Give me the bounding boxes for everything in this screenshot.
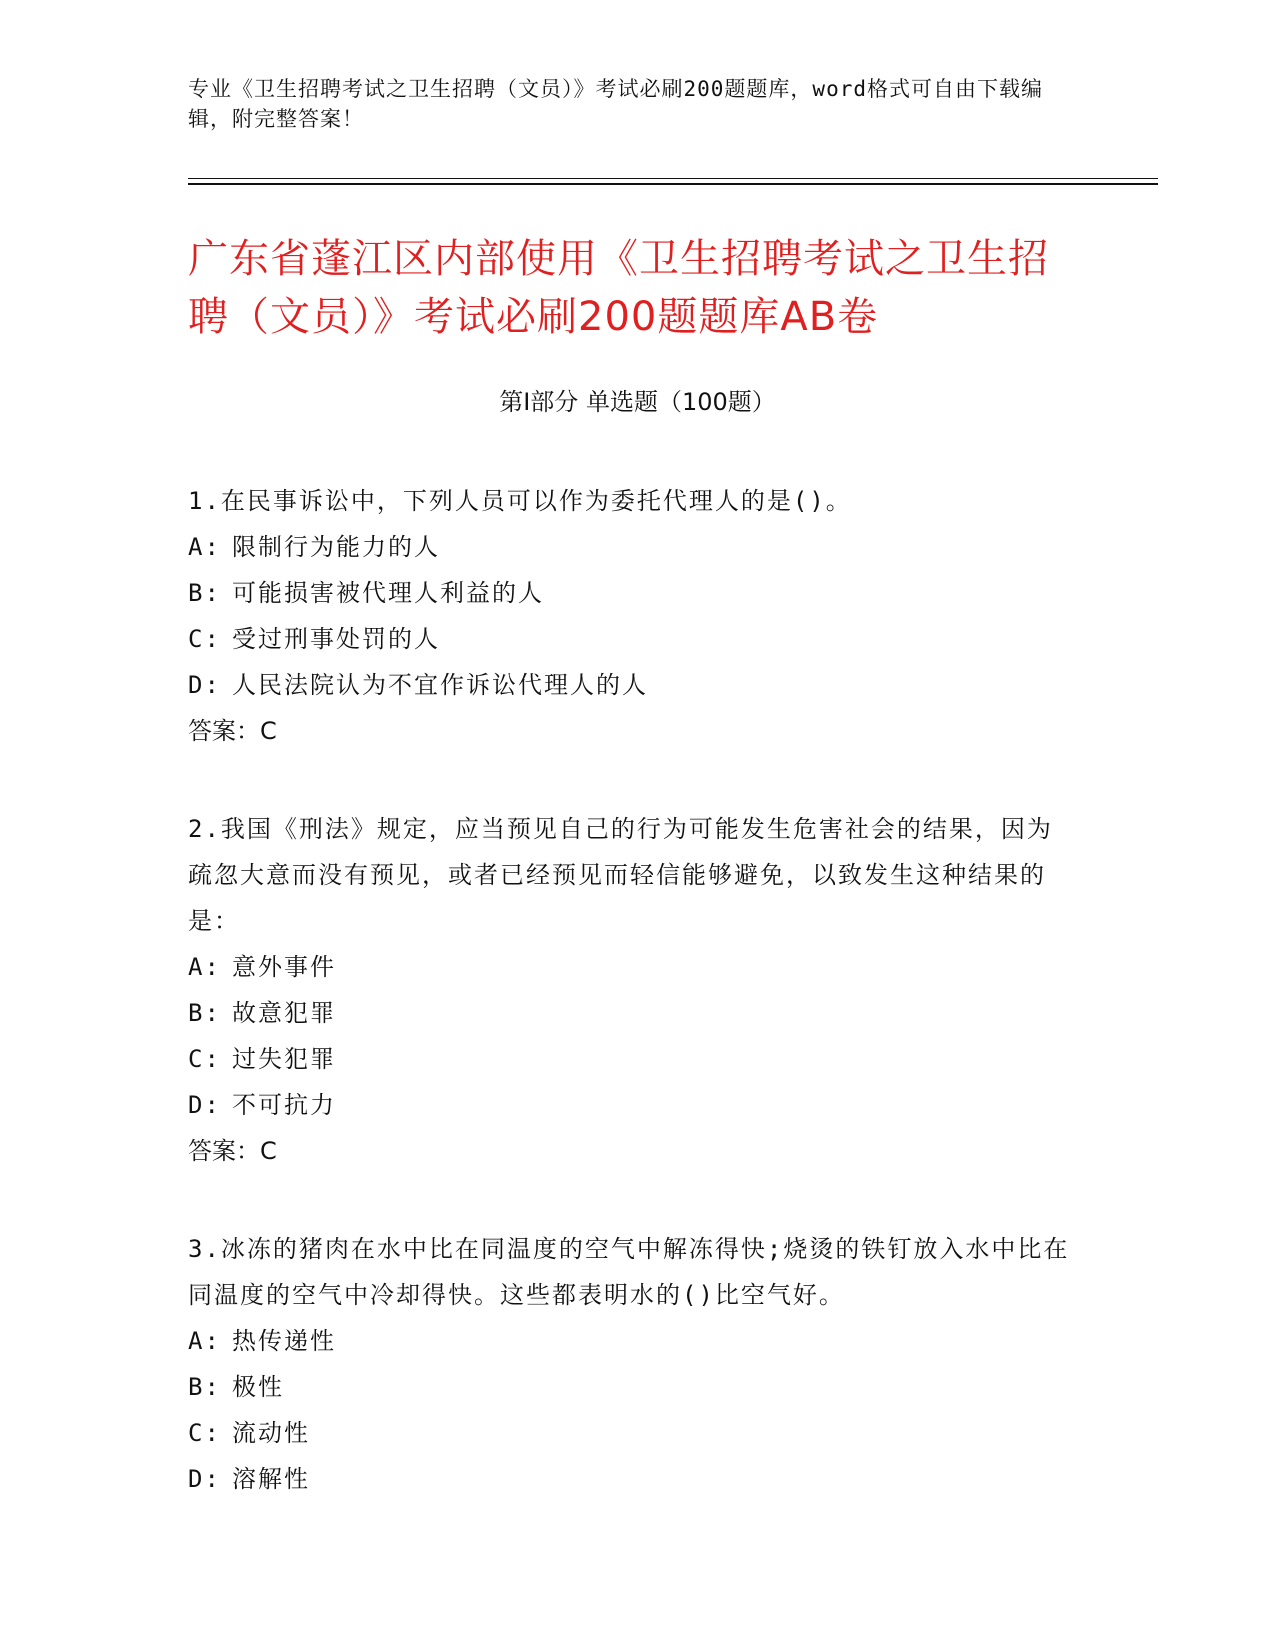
option-letter: D: (188, 1465, 221, 1493)
question-list (188, 478, 1078, 1554)
option-letter: B: (188, 999, 221, 1027)
option-letter: A: (188, 953, 221, 981)
option-text: 人民法院认为不宜作诉讼代理人的人 (232, 671, 648, 699)
document-title: 广东省蓬江区内部使用《卫生招聘考试之卫生招聘（文员）》考试必刷200题题库AB卷 (188, 236, 1049, 340)
option-c (188, 1036, 1078, 1082)
option-b (188, 990, 1078, 1036)
option-text: 极性 (232, 1373, 284, 1401)
option-a (188, 944, 1078, 990)
option-text: 过失犯罪 (232, 1045, 336, 1073)
option-d (188, 662, 1078, 708)
answer-line: 答案：C (188, 1137, 277, 1165)
option-letter: C: (188, 1419, 221, 1447)
option-letter: A: (188, 533, 221, 561)
option-d (188, 1082, 1078, 1128)
option-letter: A: (188, 1327, 221, 1355)
question-3 (188, 1226, 1078, 1502)
option-text: 限制行为能力的人 (232, 533, 440, 561)
option-text: 故意犯罪 (232, 999, 336, 1027)
option-letter: B: (188, 579, 221, 607)
question-stem: 2.我国《刑法》规定，应当预见自己的行为可能发生危害社会的结果，因为疏忽大意而没有预见，或者已经预见而轻信能够避免，以致发生这种结果的是： (188, 815, 1053, 935)
option-letter: D: (188, 671, 221, 699)
option-b (188, 570, 1078, 616)
option-letter: B: (188, 1373, 221, 1401)
question-2 (188, 806, 1078, 1174)
option-text: 流动性 (232, 1419, 310, 1447)
option-text: 热传递性 (232, 1327, 336, 1355)
option-c (188, 616, 1078, 662)
option-text: 受过刑事处罚的人 (232, 625, 440, 653)
option-d (188, 1456, 1078, 1502)
header-divider-thick (188, 183, 1158, 185)
option-letter: C: (188, 1045, 221, 1073)
option-text: 意外事件 (232, 953, 336, 981)
option-a (188, 524, 1078, 570)
answer-line: 答案：C (188, 717, 277, 745)
header-divider-thin (188, 178, 1158, 179)
intro-text: 专业《卫生招聘考试之卫生招聘（文员）》考试必刷200题题库，word格式可自由下载编辑，附完整答案！ (188, 77, 1043, 131)
option-c (188, 1410, 1078, 1456)
option-b (188, 1364, 1078, 1410)
option-text: 不可抗力 (232, 1091, 336, 1119)
option-a (188, 1318, 1078, 1364)
option-text: 溶解性 (232, 1465, 310, 1493)
question-stem: 1.在民事诉讼中，下列人员可以作为委托代理人的是()。 (188, 487, 852, 515)
section-title: 第Ⅰ部分 单选题（100题） (499, 388, 776, 416)
question-1 (188, 478, 1078, 754)
option-text: 可能损害被代理人利益的人 (232, 579, 544, 607)
option-letter: D: (188, 1091, 221, 1119)
option-letter: C: (188, 625, 221, 653)
question-stem: 3.冰冻的猪肉在水中比在同温度的空气中解冻得快;烧烫的铁钉放入水中比在同温度的空气中冷却得快。这些都表明水的()比空气好。 (188, 1235, 1070, 1309)
